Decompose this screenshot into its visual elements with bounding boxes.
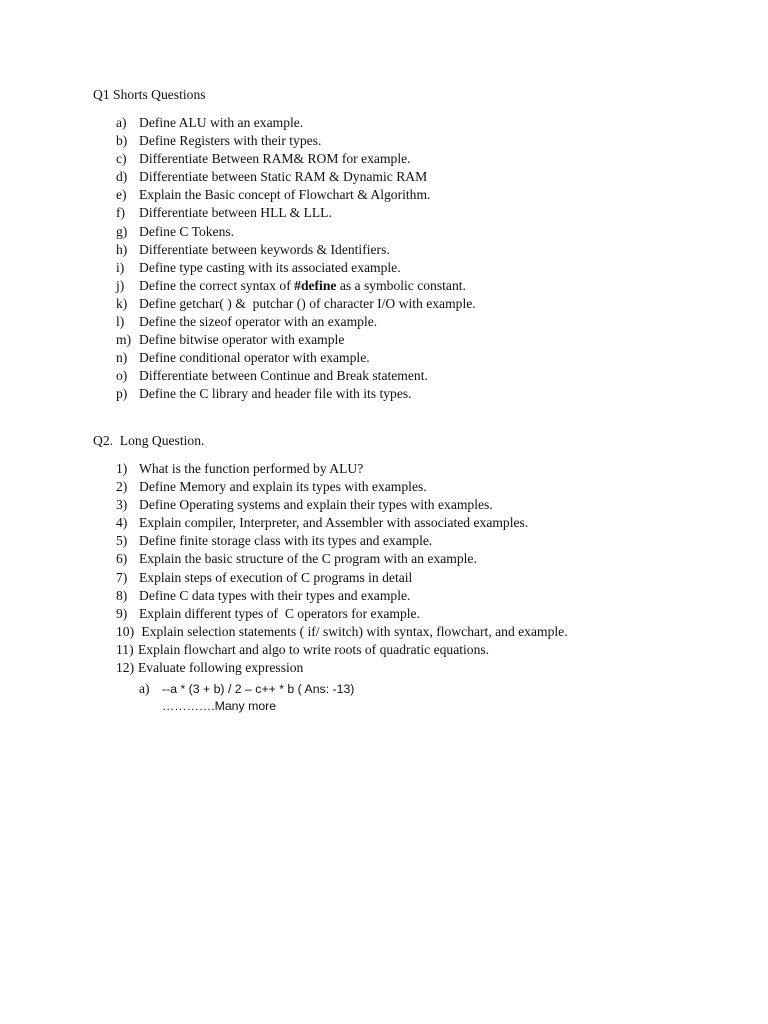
- item-text-after: as a symbolic constant.: [336, 277, 466, 293]
- item-text: Differentiate between keywords & Identifiers.: [139, 241, 390, 257]
- list-item: [116, 605, 568, 623]
- item-text: Differentiate between Static RAM & Dynamic RAM: [139, 169, 428, 185]
- item-marker: 12): [116, 660, 135, 676]
- item-text: Define the C library and header file with its types.: [139, 386, 412, 402]
- list-item: [116, 223, 476, 241]
- list-item: [116, 385, 476, 403]
- sub-list-item: [139, 680, 354, 698]
- item-text: Define ALU with an example.: [139, 115, 304, 130]
- item-marker: 1): [116, 461, 128, 476]
- list-item: [116, 313, 476, 331]
- many-more-note: ………….Many more: [162, 699, 277, 713]
- item-text: Explain compiler, Interpreter, and Assembler with associated examples.: [139, 515, 529, 531]
- item-marker: 6): [116, 551, 128, 567]
- list-item: [116, 514, 568, 532]
- list-item: [116, 569, 568, 587]
- item-text: Explain steps of execution of C programs in detail: [139, 569, 413, 585]
- item-text: Differentiate Between RAM& ROM for example.: [139, 151, 411, 167]
- item-text: [139, 277, 466, 295]
- item-marker: h): [116, 241, 128, 257]
- list-item: [116, 295, 476, 313]
- q2-sub-list: [139, 680, 354, 698]
- item-marker: o): [116, 368, 128, 384]
- list-item: [116, 587, 568, 605]
- list-item: [116, 496, 568, 514]
- item-marker: c): [116, 151, 127, 167]
- item-text: Define the sizeof operator with an example.: [139, 314, 378, 330]
- item-marker: 7): [116, 569, 128, 585]
- item-marker: 8): [116, 587, 128, 603]
- item-marker: d): [116, 169, 128, 185]
- item-marker: e): [116, 187, 127, 203]
- list-item: [116, 532, 568, 550]
- expression-text: --a * (3 + b) / 2 – c++ * b ( Ans: -13): [162, 682, 355, 696]
- item-text: Explain the Basic concept of Flowchart & Algorithm.: [139, 187, 431, 203]
- item-text: Define Operating systems and explain their types with examples.: [139, 497, 493, 513]
- item-marker: 2): [116, 479, 128, 495]
- item-marker: n): [116, 350, 128, 366]
- item-text: Explain flowchart and algo to write roots of quadratic equations.: [138, 641, 490, 657]
- item-text: Explain selection statements ( if/ switch) with syntax, flowchart, and example.: [138, 623, 568, 639]
- list-item: [116, 550, 568, 568]
- item-text: Define getchar( ) & putchar () of character I/O with example.: [139, 295, 476, 311]
- item-marker: l): [116, 314, 125, 330]
- list-item: [116, 259, 476, 277]
- item-marker: g): [116, 223, 128, 239]
- list-item: [116, 241, 476, 259]
- define-keyword: #define: [294, 277, 337, 293]
- list-item: [116, 150, 476, 168]
- list-item: [116, 204, 476, 222]
- q2-list: [116, 460, 568, 677]
- list-item: [116, 460, 568, 478]
- item-text: Explain the basic structure of the C program with an example.: [139, 551, 477, 567]
- list-item: [116, 168, 476, 186]
- item-marker: a): [116, 115, 127, 130]
- item-text: Define Memory and explain its types with examples.: [139, 479, 427, 495]
- item-marker: 9): [116, 605, 128, 621]
- item-text: Define C Tokens.: [139, 223, 235, 239]
- list-item: [116, 349, 476, 367]
- item-marker: k): [116, 295, 128, 311]
- list-item: [116, 132, 476, 150]
- item-marker: m): [116, 332, 132, 348]
- q1-title: Q1 Shorts Questions: [93, 87, 206, 102]
- list-item: [116, 623, 568, 641]
- item-marker: j): [116, 277, 125, 293]
- list-item: [116, 659, 568, 677]
- item-text: What is the function performed by ALU?: [139, 461, 364, 476]
- item-marker: i): [116, 259, 125, 275]
- item-marker: 5): [116, 533, 128, 549]
- item-marker: 11): [116, 641, 134, 657]
- item-text: Define C data types with their types and example.: [139, 587, 411, 603]
- item-text-before: Define the correct syntax of: [139, 277, 295, 293]
- item-marker: a): [139, 681, 150, 696]
- item-marker: 10): [116, 623, 135, 639]
- list-item: [116, 367, 476, 385]
- item-marker: 4): [116, 515, 128, 531]
- item-text: Define type casting with its associated example.: [139, 259, 401, 275]
- list-item: [116, 186, 476, 204]
- list-item: [116, 641, 568, 659]
- item-text: Define finite storage class with its types and example.: [139, 533, 433, 549]
- q2-title: Q2. Long Question.: [93, 433, 205, 448]
- item-marker: p): [116, 386, 128, 402]
- list-item: [116, 277, 476, 295]
- list-item: [116, 331, 476, 349]
- item-text: Differentiate between Continue and Break statement.: [139, 368, 428, 384]
- item-text: Explain different types of C operators for example.: [139, 605, 420, 621]
- item-marker: 3): [116, 497, 128, 513]
- q1-list: [116, 114, 476, 404]
- item-marker: f): [116, 205, 126, 221]
- item-text: Define Registers with their types.: [139, 133, 322, 149]
- list-item: [116, 114, 476, 132]
- item-text: Define conditional operator with example.: [139, 350, 370, 366]
- item-text: Differentiate between HLL & LLL.: [139, 205, 332, 221]
- item-text: Define bitwise operator with example: [139, 332, 345, 348]
- list-item: [116, 478, 568, 496]
- item-text: Evaluate following expression: [138, 660, 304, 676]
- item-marker: b): [116, 133, 128, 149]
